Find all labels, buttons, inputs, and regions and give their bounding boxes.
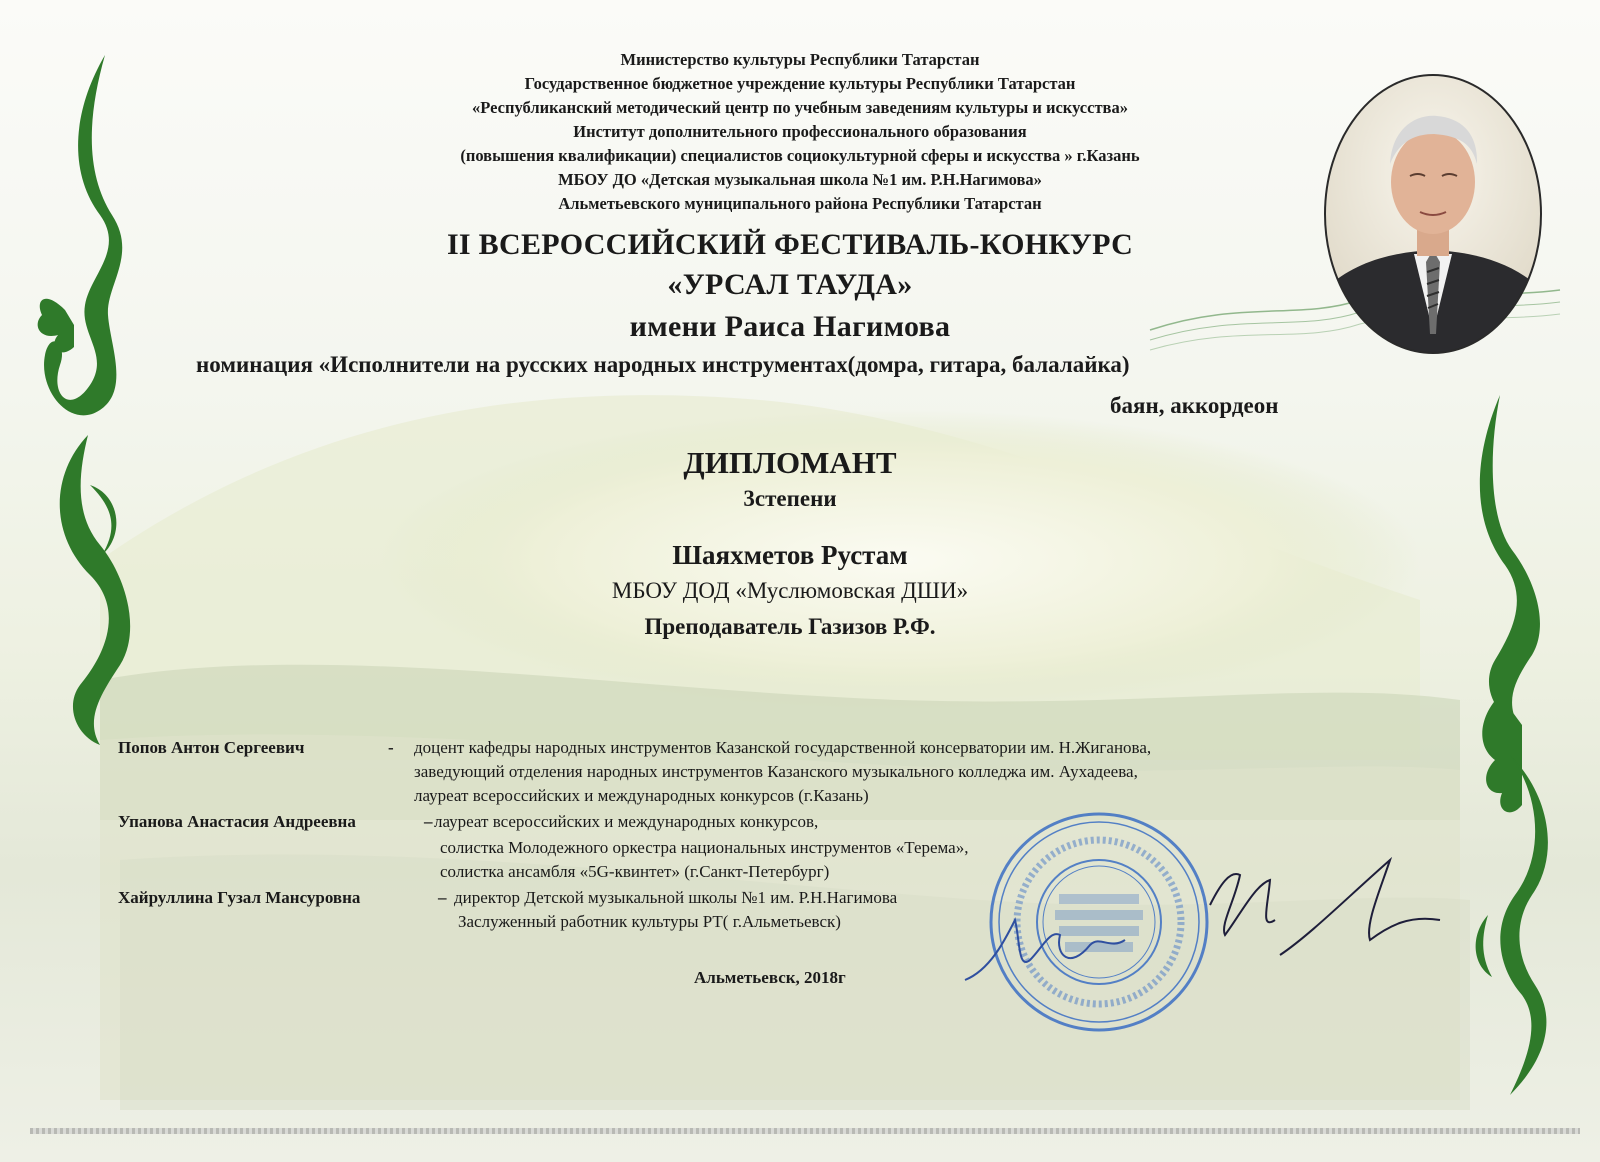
- nomination-line-1: номинация «Исполнители на русских народных инструментах(домра, гитара, балалайка): [196, 352, 1130, 377]
- nomination-line-2: баян, аккордеон: [1110, 393, 1279, 418]
- jury-member-desc-1a: доцент кафедры народных инструментов Казанской государственной консерватории им. Н.Жиганова,: [414, 738, 1152, 757]
- recipient-name: Шаяхметов Рустам: [672, 540, 908, 570]
- signature-2-icon: [1190, 845, 1450, 975]
- jury-separator-1: -: [388, 738, 394, 757]
- paper-edge: [30, 1128, 1580, 1134]
- header-line-7: Альметьевского муниципального района Республики Татарстан: [558, 194, 1042, 213]
- jury-member-name-2: Упанова Анастасия Андреевна: [118, 812, 356, 831]
- signature-1-icon: [960, 900, 1130, 1000]
- recipient-school: МБОУ ДОД «Муслюмовская ДШИ»: [611, 578, 969, 603]
- jury-separator-3: –: [438, 888, 447, 907]
- festival-named-after: имени Раиса Нагимова: [629, 310, 951, 343]
- place-date: Альметьевск, 2018г: [694, 968, 846, 987]
- jury-member-desc-3b: Заслуженный работник культуры РТ( г.Альметьевск): [458, 912, 841, 931]
- header-line-6: МБОУ ДО «Детская музыкальная школа №1 им. Р.Н.Нагимова»: [558, 170, 1042, 189]
- festival-title: II ВСЕРОССИЙСКИЙ ФЕСТИВАЛЬ-КОНКУРС: [446, 228, 1134, 261]
- header-line-2: Государственное бюджетное учреждение культуры Республики Татарстан: [524, 74, 1076, 93]
- jury-member-desc-1c: лауреат всероссийских и международных конкурсов (г.Казань): [414, 786, 869, 805]
- jury-separator-2: –: [424, 812, 433, 831]
- header-line-5: (повышения квалификации) специалистов социокультурной сферы и искусства » г.Казань: [460, 146, 1140, 165]
- festival-name: «УРСАЛ ТАУДА»: [667, 268, 913, 301]
- jury-member-name-3: Хайруллина Гузал Мансуровна: [118, 888, 361, 907]
- jury-member-desc-2b: солистка Молодежного оркестра национальных инструментов «Терема»,: [440, 838, 969, 857]
- header-line-4: Институт дополнительного профессионального образования: [573, 122, 1027, 141]
- jury-member-desc-1b: заведующий отделения народных инструментов Казанского музыкального колледжа им. Аухадеева,: [414, 762, 1138, 781]
- header-line-1: Министерство культуры Республики Татарстан: [620, 50, 980, 69]
- jury-member-name-1: Попов Антон Сергеевич: [118, 738, 305, 757]
- teacher-name: Преподаватель Газизов Р.Ф.: [644, 614, 936, 639]
- award-title: ДИПЛОМАНТ: [683, 445, 897, 480]
- header-line-3: «Республиканский методический центр по учебным заведениям культуры и искусства»: [472, 98, 1128, 117]
- jury-member-desc-2a: лауреат всероссийских и международных конкурсов,: [434, 812, 819, 831]
- award-degree: 3степени: [743, 486, 837, 511]
- jury-member-desc-2c: солистка ансамбля «5G-квинтет» (г.Санкт-Петербург): [440, 862, 830, 881]
- jury-member-desc-3a: директор Детской музыкальной школы №1 им. Р.Н.Нагимова: [454, 888, 898, 907]
